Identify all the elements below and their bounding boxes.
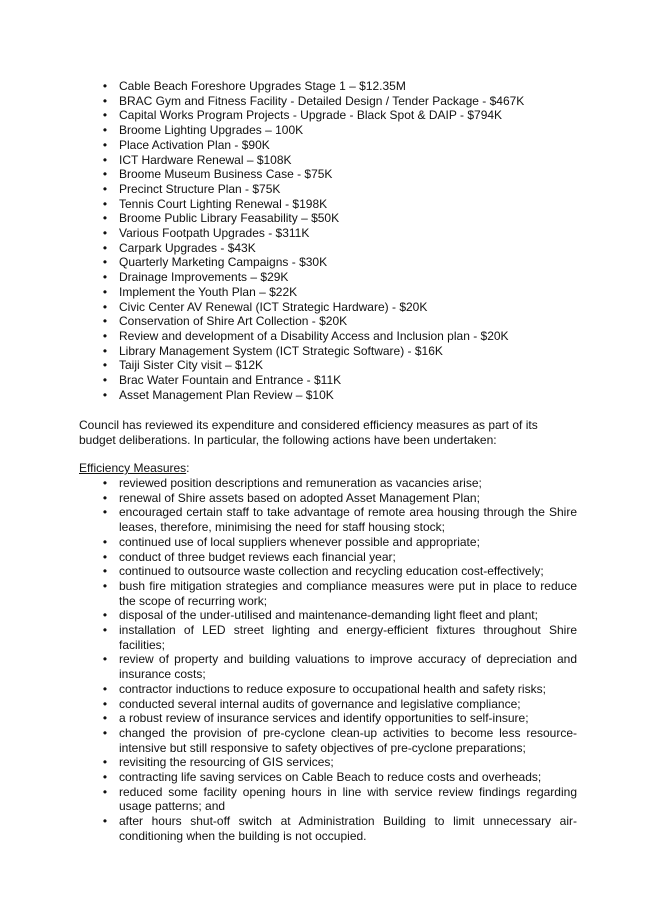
bullet-icon: •	[102, 299, 108, 314]
list-item: • encouraged certain staff to take advantage of remote area housing through the Shire leases, therefore, minimising the need for staff housing stock;	[99, 505, 577, 534]
list-item: • conducted several internal audits of governance and legislative compliance;	[99, 697, 577, 712]
list-item: • Carpark Upgrades - $43K	[99, 241, 579, 256]
bullet-icon: •	[102, 505, 108, 520]
list-item: • installation of LED street lighting and energy-efficient fixtures throughout Shire facilities;	[99, 623, 577, 652]
list-item: • Review and development of a Disability Access and Inclusion plan - $20K	[99, 329, 579, 344]
bullet-icon: •	[102, 137, 108, 152]
bullet-icon: •	[102, 270, 108, 285]
bullet-icon: •	[102, 314, 108, 329]
list-item: • reduced some facility opening hours in line with service review findings regarding usage patterns; and	[99, 785, 577, 814]
bullet-icon: •	[102, 284, 108, 299]
efficiency-heading-colon: :	[186, 461, 190, 475]
bullet-icon: •	[102, 564, 108, 579]
list-item: • Implement the Youth Plan – $22K	[99, 285, 579, 300]
list-item: • Broome Lighting Upgrades – 100K	[99, 123, 579, 138]
list-item: • Brac Water Fountain and Entrance - $11K	[99, 373, 579, 388]
list-item: • BRAC Gym and Fitness Facility - Detailed Design / Tender Package - $467K	[99, 94, 579, 109]
bullet-icon: •	[102, 226, 108, 241]
bullet-icon: •	[102, 211, 108, 226]
list-item: • Capital Works Program Projects - Upgrade - Black Spot & DAIP - $794K	[99, 108, 579, 123]
bullet-icon: •	[102, 123, 108, 138]
list-item: • continued use of local suppliers whenever possible and appropriate;	[99, 535, 577, 550]
bullet-icon: •	[102, 93, 108, 108]
bullet-icon: •	[102, 652, 108, 667]
bullet-icon: •	[102, 152, 108, 167]
list-item: • a robust review of insurance services and identify opportunities to self-insure;	[99, 711, 577, 726]
list-item: • Various Footpath Upgrades - $311K	[99, 226, 579, 241]
list-item: • Conservation of Shire Art Collection - $20K	[99, 314, 579, 329]
list-item: • Drainage Improvements – $29K	[99, 270, 579, 285]
list-item: • Place Activation Plan - $90K	[99, 138, 579, 153]
bullet-icon: •	[102, 181, 108, 196]
list-item: • bush fire mitigation strategies and compliance measures were put in place to reduce the scope of recurring work;	[99, 579, 577, 608]
bullet-icon: •	[102, 108, 108, 123]
bullet-icon: •	[102, 711, 108, 726]
list-item: • disposal of the under-utilised and maintenance-demanding light fleet and plant;	[99, 608, 577, 623]
bullet-icon: •	[102, 255, 108, 270]
bullet-icon: •	[102, 725, 108, 740]
list-item: • revisiting the resourcing of GIS services;	[99, 755, 577, 770]
list-item: • renewal of Shire assets based on adopted Asset Management Plan;	[99, 491, 577, 506]
bullet-icon: •	[102, 681, 108, 696]
bullet-icon: •	[102, 490, 108, 505]
list-item: • Taiji Sister City visit – $12K	[99, 358, 579, 373]
list-item: • review of property and building valuations to improve accuracy of depreciation and insurance costs;	[99, 652, 577, 681]
bullet-icon: •	[102, 784, 108, 799]
list-item: • contracting life saving services on Cable Beach to reduce costs and overheads;	[99, 770, 577, 785]
bullet-icon: •	[102, 476, 108, 490]
bullet-icon: •	[102, 623, 108, 638]
projects-list	[99, 79, 579, 402]
bullet-icon: •	[102, 549, 108, 564]
list-item: • Precinct Structure Plan - $75K	[99, 182, 579, 197]
efficiency-heading	[79, 461, 190, 476]
bullet-icon: •	[102, 196, 108, 211]
bullet-icon: •	[102, 814, 108, 829]
list-item: • Asset Management Plan Review – $10K	[99, 388, 579, 403]
list-item: • reviewed position descriptions and remuneration as vacancies arise;	[99, 476, 577, 491]
bullet-icon: •	[102, 608, 108, 623]
bullet-icon: •	[102, 240, 108, 255]
list-item: • continued to outsource waste collection and recycling education cost-effectively;	[99, 564, 577, 579]
bullet-icon: •	[102, 79, 108, 93]
bullet-icon: •	[102, 578, 108, 593]
bullet-icon: •	[102, 167, 108, 182]
list-item: • changed the provision of pre-cyclone clean-up activities to become less resource-intensive but still responsive to safety objectives of pre-cyclone preparations;	[99, 726, 577, 755]
list-item: • Library Management System (ICT Strategic Software) - $16K	[99, 344, 579, 359]
list-item: • Broome Public Library Feasability – $50K	[99, 211, 579, 226]
list-item: • Quarterly Marketing Campaigns - $30K	[99, 255, 579, 270]
bullet-icon: •	[102, 696, 108, 711]
bullet-icon: •	[102, 343, 108, 358]
list-item: • Tennis Court Lighting Renewal - $198K	[99, 197, 579, 212]
bullet-icon: •	[102, 770, 108, 785]
list-item: • Broome Museum Business Case - $75K	[99, 167, 579, 182]
bullet-icon: •	[102, 534, 108, 549]
bullet-icon: •	[102, 373, 108, 388]
efficiency-measures-list	[99, 476, 577, 844]
list-item: • Civic Center AV Renewal (ICT Strategic Hardware) - $20K	[99, 300, 579, 315]
list-item: • conduct of three budget reviews each financial year;	[99, 550, 577, 565]
bullet-icon: •	[102, 387, 108, 402]
efficiency-heading-text: Efficiency Measures	[79, 461, 187, 475]
list-item: • ICT Hardware Renewal – $108K	[99, 153, 579, 168]
bullet-icon: •	[102, 328, 108, 343]
intro-paragraph: Council has reviewed its expenditure and considered efficiency measures as part of its budget deliberations. In particular, the following actions have been undertaken:	[79, 418, 538, 447]
bullet-icon: •	[102, 358, 108, 373]
list-item: • Cable Beach Foreshore Upgrades Stage 1 – $12.35M	[99, 79, 579, 94]
list-item: • contractor inductions to reduce exposure to occupational health and safety risks;	[99, 682, 577, 697]
list-item: • after hours shut-off switch at Administration Building to limit unnecessary air-conditioning when the building is not occupied.	[99, 814, 577, 843]
bullet-icon: •	[102, 755, 108, 770]
